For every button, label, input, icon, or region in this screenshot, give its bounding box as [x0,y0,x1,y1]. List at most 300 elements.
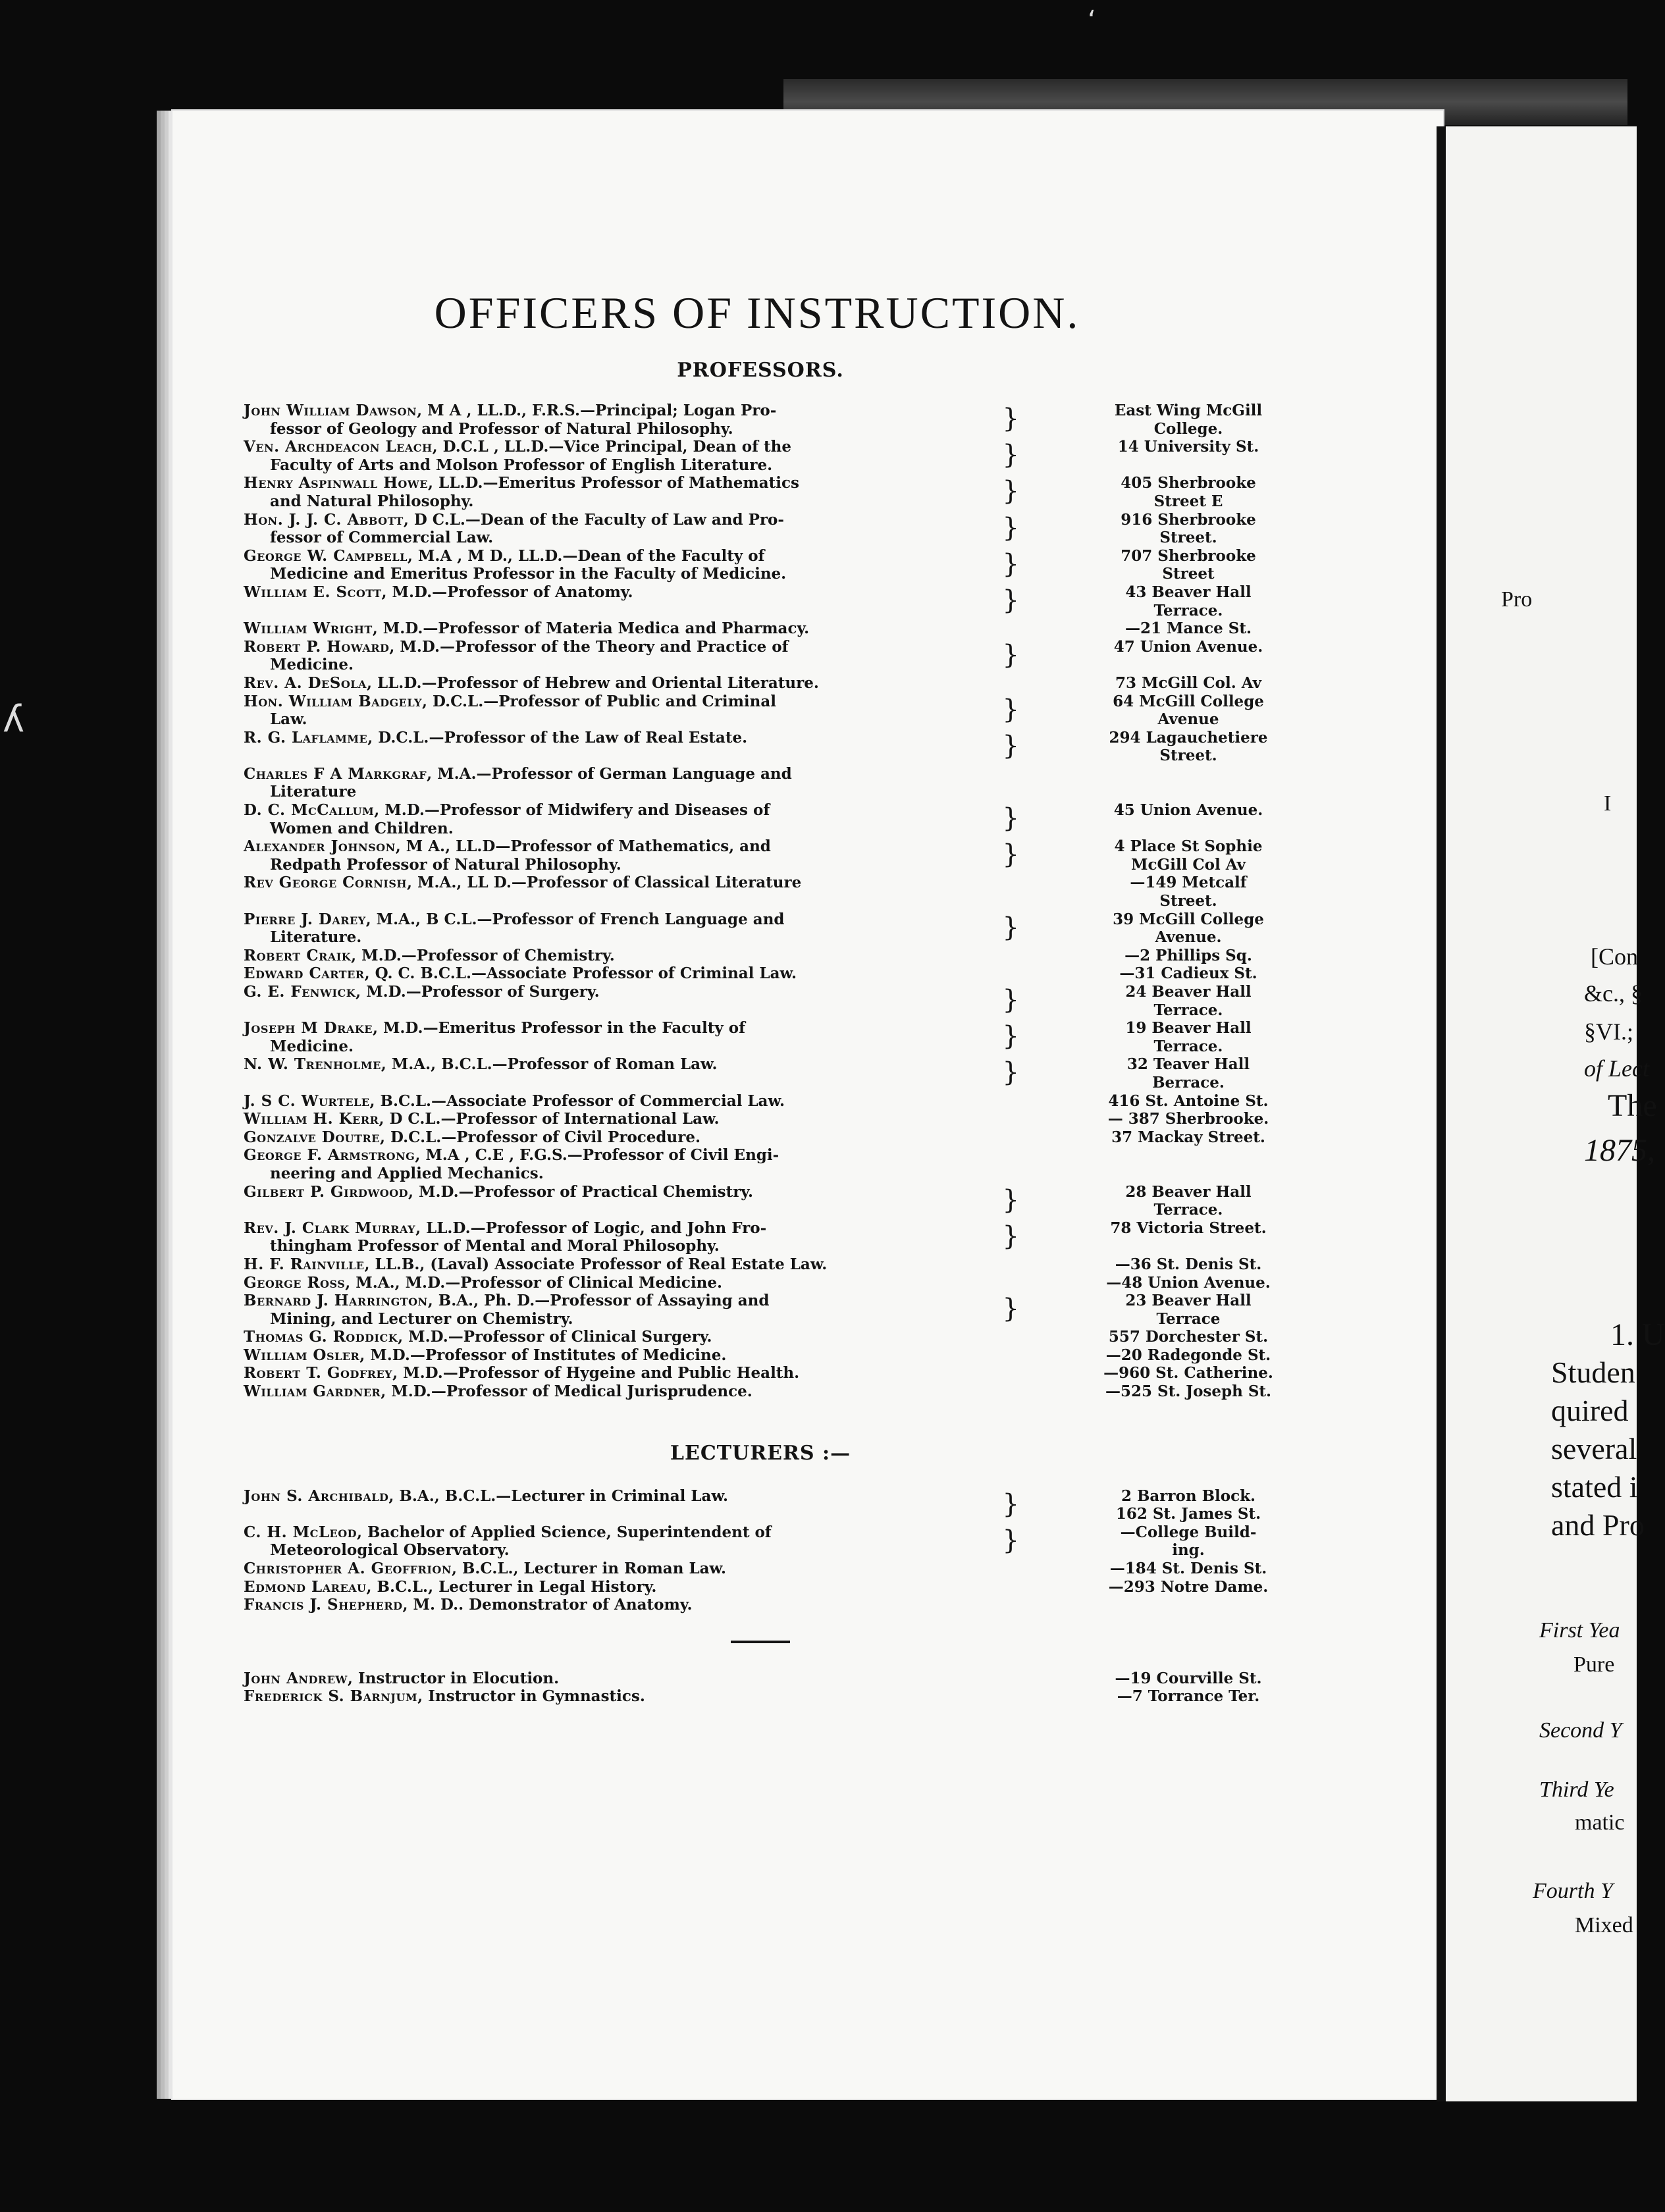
officer-name: Gilbert P. Girdwood [244,1182,409,1201]
officer-address [1099,1364,1277,1382]
professor-entry [244,511,1277,547]
officer-name: R. G. Laflamme [244,728,368,747]
professor-entry [244,729,1277,765]
address-line: —149 Metcalf Street. [1130,874,1247,910]
officer-name: William E. Scott [244,583,382,601]
professor-entry [244,765,1277,801]
officer-title: , M.A.—Professor of German Language and [427,764,792,783]
officer-name: Gonzalve Doutre [244,1128,381,1146]
officer-title: , B.C.L., Lecturer in Legal History. [366,1577,657,1596]
address-line: 2 Barron Block. [1121,1487,1256,1505]
entry-text [244,1364,918,1382]
address-line: 78 Victoria Street. [1110,1219,1267,1237]
right-page-text: &c., § [1584,980,1643,1007]
professor-entry [244,1146,1277,1182]
professor-entry [244,638,1277,674]
professor-entry [244,1183,1277,1219]
address-line: 64 McGill College [1113,692,1264,710]
page-content [244,99,1277,1706]
professor-entry [244,583,1277,619]
officer-title: , M.D.—Professor of the Theory and Practice of [389,637,789,656]
address-line: Terrace [1156,1309,1221,1328]
officer-address [1099,1328,1277,1346]
professor-entry [244,874,1277,910]
instructor-entry [244,1670,1277,1688]
lecturers-heading: LECTURERS :— [670,1441,851,1465]
officer-title: , M.D.—Emeritus Professor in the Faculty of [372,1019,745,1038]
officer-name: John S. Archibald [244,1487,389,1505]
entry-text [244,1346,918,1365]
officer-address [1099,402,1277,438]
address-line: 23 Beaver Hall [1125,1292,1252,1310]
officer-title: , D C.L.—Professor of International Law. [379,1110,720,1128]
officer-title-continued: thingham Professor of Mental and Moral Philosophy. [270,1237,720,1255]
officer-title: , Instructor in Elocution. [347,1669,560,1687]
address-line: Avenue. [1155,928,1222,947]
officer-title-continued: Medicine. [270,1037,354,1055]
lecturer-entry [244,1596,1277,1614]
officer-name: Francis J. Shepherd [244,1596,403,1614]
brace-glyph: } [1002,985,1019,1015]
professor-entry [244,1274,1277,1292]
entry-text [244,1487,918,1506]
lecturers-list [244,1487,1277,1614]
officer-address [1099,801,1277,820]
address-line: Terrace. [1153,601,1223,619]
entry-text [244,1110,918,1128]
professor-entry [244,674,1277,693]
officer-address [1099,1292,1277,1328]
officer-name: Thomas G. Roddick [244,1328,398,1346]
professor-entry [244,1382,1277,1401]
officer-title: , B.C.L.—Associate Professor of Commercial Law. [369,1092,785,1110]
officer-title-continued: fessor of Commercial Law. [270,529,494,547]
professor-entry [244,402,1277,438]
address-line: 294 Lagauchetiere [1109,728,1268,747]
entry-text [244,674,918,693]
professor-entry [244,1328,1277,1346]
officer-address [1099,1382,1277,1401]
address-line: 45 Union Avenue. [1113,801,1263,820]
officer-address [1099,1219,1277,1238]
address-line: 32 Teaver Hall [1126,1055,1250,1074]
entry-text [244,1019,918,1055]
brace-glyph: } [1002,803,1019,834]
officer-title-continued: Redpath Professor of Natural Philosophy. [270,855,621,874]
officer-name: Rev. J. Clark Murray [244,1219,416,1237]
officer-title-continued: Medicine. [270,656,354,674]
officer-name: Henry Aspinwall Howe [244,474,429,492]
address-line: Street. [1159,747,1217,765]
officer-address [1099,1183,1277,1219]
right-page-text: of Lect [1584,1055,1649,1082]
officer-address [1099,1487,1277,1523]
address-line: Berrace. [1152,1073,1225,1092]
officer-title: , B.C.L., Lecturer in Roman Law. [451,1560,727,1578]
officer-title: , Instructor in Gymnastics. [417,1687,645,1706]
address-line: McGill Col Av [1131,855,1246,874]
officer-name: G. E. Fenwick [244,983,356,1001]
officer-address [1099,947,1277,965]
address-line: ing. [1172,1541,1205,1560]
address-line: East Wing McGill [1114,402,1263,419]
lecturer-entry [244,1560,1277,1578]
address-line: 416 St. Antoine St. [1108,1092,1269,1110]
officer-address [1099,729,1277,765]
address-line: —31 Cadieux St. [1119,964,1257,983]
brace-glyph: } [1002,1057,1019,1088]
officer-title: , M A., LL.D—Professor of Mathematics, and [395,837,771,856]
professor-entry [244,1219,1277,1255]
officer-title: , M.A , M D., LL.D.—Dean of the Faculty of [407,546,765,565]
instructors-list [244,1670,1277,1706]
entry-text [244,619,918,638]
officer-address [1099,674,1277,693]
right-page-text: Second Y [1539,1718,1622,1743]
right-page-text: Fourth Y [1533,1879,1613,1903]
officer-address [1099,1128,1277,1147]
officer-address [1099,638,1277,656]
entry-text [244,729,918,747]
officer-name: D. C. McCallum [244,801,375,820]
right-page-text: §VI.; [1584,1018,1633,1045]
officer-title: , M. D.. Demonstrator of Anatomy. [402,1596,693,1614]
entry-text [244,910,918,947]
right-page-text: Studen [1551,1356,1635,1389]
officer-title: , LL.D.—Professor of Hebrew and Oriental Literature. [366,673,819,692]
address-line: 557 Dorchester St. [1108,1328,1269,1346]
officer-address [1099,983,1277,1019]
officer-title-continued: and Natural Philosophy. [270,492,474,510]
officer-title: , M.A., B C.L.—Professor of French Language and [365,910,785,928]
officer-address [1099,1055,1277,1092]
officer-title: , M.D.—Professor of Hygeine and Public Health. [392,1364,800,1382]
address-line: 4 Place St Sophie [1114,837,1263,856]
address-line: —20 Radegonde St. [1105,1346,1271,1364]
officer-address [1099,910,1277,947]
officer-title-continued: Law. [270,710,307,729]
professors-heading: PROFESSORS. [677,359,844,382]
officer-title: , D.C.L.—Professor of Civil Procedure. [380,1128,700,1146]
professor-entry [244,1292,1277,1328]
officer-name: Christopher A. Geoffrion [244,1560,452,1578]
officer-name: John Andrew [244,1669,348,1687]
brace-glyph: } [1002,585,1019,616]
entry-text [244,947,918,965]
address-line: 43 Beaver Hall [1125,583,1252,601]
professor-entry [244,983,1277,1019]
right-page-text: 1. U [1610,1317,1665,1352]
officer-title: , D.C.L , LL.D.—Vice Principal, Dean of the [432,438,791,456]
officer-name: Pierre J. Darey [244,910,366,928]
officer-address [1099,474,1277,510]
professor-entry [244,1346,1277,1365]
officer-name: William Osler [244,1346,360,1364]
address-line: 19 Beaver Hall [1125,1019,1252,1038]
officer-address [1099,1578,1277,1596]
officer-title-continued: Medicine and Emeritus Professor in the Faculty of Medicine. [270,565,787,583]
officer-name: Robert P. Howard [244,637,390,656]
brace-glyph: } [1002,476,1019,507]
officer-name: William H. Kerr [244,1110,379,1128]
address-line: —19 Courville St. [1115,1669,1262,1687]
professor-entry [244,619,1277,638]
entry-text [244,874,918,892]
brace-glyph: } [1002,639,1019,670]
entry-text [244,765,918,801]
entry-text [244,474,918,510]
officer-name: Joseph M Drake [244,1019,373,1038]
address-line: —2 Phillips Sq. [1124,946,1252,964]
address-line: — 387 Sherbrooke. [1107,1110,1269,1128]
professor-entry [244,910,1277,947]
address-line: Terrace. [1153,1201,1223,1219]
professor-entry [244,693,1277,729]
entry-text [244,983,918,1001]
officer-name: George Ross [244,1273,346,1292]
officer-address [1099,1255,1277,1274]
address-line: Street [1162,565,1215,583]
instructor-entry [244,1687,1277,1706]
entry-text [244,1292,918,1328]
officer-address [1099,693,1277,729]
right-page-text: several [1551,1432,1637,1465]
officer-title: , M.D.—Professor of Chemistry. [351,946,615,964]
brace-glyph: } [1002,512,1019,543]
officer-name: Edmond Lareau [244,1577,367,1596]
address-line: —21 Mance St. [1125,619,1252,638]
scan-mark-left: ʎ [3,698,25,741]
officer-title-continued: Faculty of Arts and Molson Professor of English Literature. [270,456,773,474]
officer-name: N. W. Trenholme [244,1055,381,1074]
address-line: 24 Beaver Hall [1125,983,1252,1001]
address-line: 707 Sherbrooke [1121,546,1256,565]
right-page-text: The [1608,1088,1657,1123]
officer-title: , M.A., M.D.—Professor of Clinical Medicine. [345,1273,722,1292]
officer-title: , D.C.L.—Professor of the Law of Real Estate. [367,728,748,747]
officer-title-continued: Literature [270,783,357,801]
professor-entry [244,964,1277,983]
address-line: Avenue [1157,710,1219,729]
officer-name: Rev George Cornish [244,874,407,892]
officer-title: , M.D.—Professor of Anatomy. [381,583,633,601]
entry-text [244,402,918,438]
address-line: 28 Beaver Hall [1125,1182,1252,1201]
officer-title: , M.A., LL D.—Professor of Classical Literature [407,874,802,892]
entry-text [244,1219,918,1255]
officer-title: , M.D.—Professor of Institutes of Medicine. [359,1346,727,1364]
officer-title: , D C.L.—Dean of the Faculty of Law and Pro- [403,510,784,529]
officer-address [1099,438,1277,456]
professor-entry [244,547,1277,583]
lecturer-entry [244,1487,1277,1523]
right-page-text: and Pro [1551,1508,1645,1542]
address-line: —184 St. Denis St. [1109,1560,1267,1578]
brace-glyph: } [1002,1184,1019,1215]
address-line: —525 St. Joseph St. [1105,1382,1272,1401]
right-page-text: Pro [1501,587,1533,612]
address-line: Terrace. [1153,1001,1223,1019]
address-line: 39 McGill College [1113,910,1264,928]
lecturer-entry [244,1523,1277,1560]
brace-glyph: } [1002,1525,1019,1556]
officer-title-continued: Mining, and Lecturer on Chemistry. [270,1309,573,1328]
entry-text [244,1092,918,1111]
officer-address [1099,1523,1277,1560]
officer-address [1099,1092,1277,1111]
brace-glyph: } [1002,404,1019,434]
officer-title: , LL.D.—Professor of Logic, and John Fro- [415,1219,767,1237]
address-line: College. [1153,419,1223,438]
officer-name: Alexander Johnson [244,837,396,856]
officer-title-continued: Women and Children. [270,819,454,837]
right-page-text: Third Ye [1539,1778,1614,1802]
entry-text [244,837,918,874]
professor-entry [244,1110,1277,1128]
officer-name: H. F. Rainville [244,1255,365,1273]
address-line: 73 McGill Col. Av [1115,673,1261,692]
officer-name: Rev. A. DeSola [244,673,367,692]
officer-title-continued: fessor of Geology and Professor of Natural Philosophy. [270,419,733,438]
entry-text [244,964,918,983]
entry-text [244,1128,918,1147]
officer-name: William Wright [244,619,373,638]
brace-glyph: } [1002,1221,1019,1251]
officer-address [1099,1019,1277,1055]
entry-text [244,1523,918,1560]
officer-name: C. H. McLeod [244,1523,357,1541]
officer-address [1099,874,1277,910]
officer-name: Robert Craik [244,946,352,964]
entry-text [244,583,918,602]
officer-address [1099,1560,1277,1578]
address-line: —48 Union Avenue. [1106,1273,1271,1292]
professor-entry [244,1128,1277,1147]
officer-address [1099,1670,1277,1688]
right-page-text: 1875, [1584,1133,1655,1168]
address-line: Street E [1153,492,1223,510]
officer-title: , M.D.—Professor of Surgery. [356,983,600,1001]
professors-list [244,402,1277,1401]
officer-name: William Gardner [244,1382,381,1401]
entry-text [244,1578,918,1596]
officer-title-continued: Literature. [270,928,362,947]
right-page-text: First Yea [1539,1618,1620,1643]
entry-text [244,547,918,583]
officer-name: Robert T. Godfrey [244,1364,393,1382]
page-title: OFFICERS OF INSTRUCTION. [434,288,1080,338]
brace-glyph: } [1002,440,1019,471]
address-line: —College Build- [1120,1523,1257,1541]
entry-text [244,1255,918,1274]
entry-text [244,1670,918,1688]
entry-text [244,1328,918,1346]
officer-name: John William Dawson [244,402,417,419]
section-divider [731,1641,790,1643]
officer-name: Ven. Archdeacon Leach [244,438,433,456]
officer-title: , Q. C. B.C.L.—Associate Professor of Criminal Law. [364,964,797,983]
professor-entry [244,837,1277,874]
officer-title: , D.C.L.—Professor of Public and Criminal [421,692,777,710]
officer-address [1099,837,1277,874]
brace-glyph: } [1002,694,1019,725]
officer-title: , LL.D.—Emeritus Professor of Mathematics [428,474,799,492]
address-line: —960 St. Catherine. [1103,1364,1273,1382]
scan-mark-top: ‘ [1088,5,1096,36]
address-line: 37 Mackay Street. [1111,1128,1265,1146]
entry-text [244,438,918,474]
entry-text [244,801,918,837]
address-line: Street. [1159,529,1217,547]
officer-name: Hon. William Badgely [244,692,422,710]
officer-name: Edward Carter [244,964,365,983]
entry-text [244,1274,918,1292]
address-line: 162 St. James St. [1115,1505,1261,1523]
entry-text [244,1055,918,1074]
officer-address [1099,511,1277,547]
officer-address [1099,964,1277,983]
officer-name: Hon. J. J. C. Abbott [244,510,404,529]
officer-address [1099,1346,1277,1365]
entry-text [244,1596,918,1614]
right-page-text: stated i [1551,1470,1638,1504]
entry-text [244,638,918,674]
brace-glyph: } [1002,730,1019,761]
right-page-text: Pure [1573,1652,1615,1677]
address-line: 14 University St. [1117,438,1259,456]
entry-text [244,1560,918,1578]
officer-address [1099,1274,1277,1292]
officer-name: Charles F A Markgraf [244,764,427,783]
professor-entry [244,1255,1277,1274]
officer-address [1099,1110,1277,1128]
officer-address [1099,619,1277,638]
right-page-text: quired [1551,1394,1629,1427]
officer-title-continued: Meteorological Observatory. [270,1541,510,1560]
officer-title: , LL.B., (Laval) Associate Professor of Real Estate Law. [364,1255,828,1273]
officer-title: , M.D.—Professor of Practical Chemistry. [408,1182,754,1201]
address-line: —7 Torrance Ter. [1117,1687,1260,1706]
professor-entry [244,474,1277,510]
professor-entry [244,1019,1277,1055]
officer-title: , M.D.—Professor of Medical Jurisprudence. [381,1382,753,1401]
officer-title: , B.A., Ph. D.—Professor of Assaying and [427,1292,770,1310]
officer-title: , M.D.—Professor of Midwifery and Diseases of [374,801,770,820]
entry-text [244,1183,918,1201]
address-line: 47 Union Avenue. [1113,637,1263,656]
address-line: 916 Sherbrooke [1121,510,1256,529]
right-page-text: [Con [1591,943,1638,970]
brace-glyph: } [1002,1488,1019,1519]
right-page-text: Mixed [1575,1913,1633,1937]
officer-title: , M.D.—Professor of Materia Medica and Pharmacy. [372,619,810,638]
professor-entry [244,1364,1277,1382]
entry-text [244,693,918,729]
lecturer-entry [244,1578,1277,1596]
entry-text [244,1382,918,1401]
brace-glyph: } [1002,912,1019,943]
officer-name: Bernard J. Harrington [244,1292,428,1310]
officer-title: , Bachelor of Applied Science, Superintendent of [357,1523,772,1541]
address-line: —293 Notre Dame. [1108,1577,1269,1596]
right-page-text: I [1604,791,1612,816]
officer-name: Frederick S. Barnjum [244,1687,418,1706]
professor-entry [244,438,1277,474]
address-line: Terrace. [1153,1037,1223,1055]
officer-title: , M A , LL.D., F.R.S.—Principal; Logan Pro- [417,402,777,419]
officer-title: , M.A , C.E , F.G.S.—Professor of Civil Engi- [415,1146,780,1165]
professor-entry [244,1092,1277,1111]
